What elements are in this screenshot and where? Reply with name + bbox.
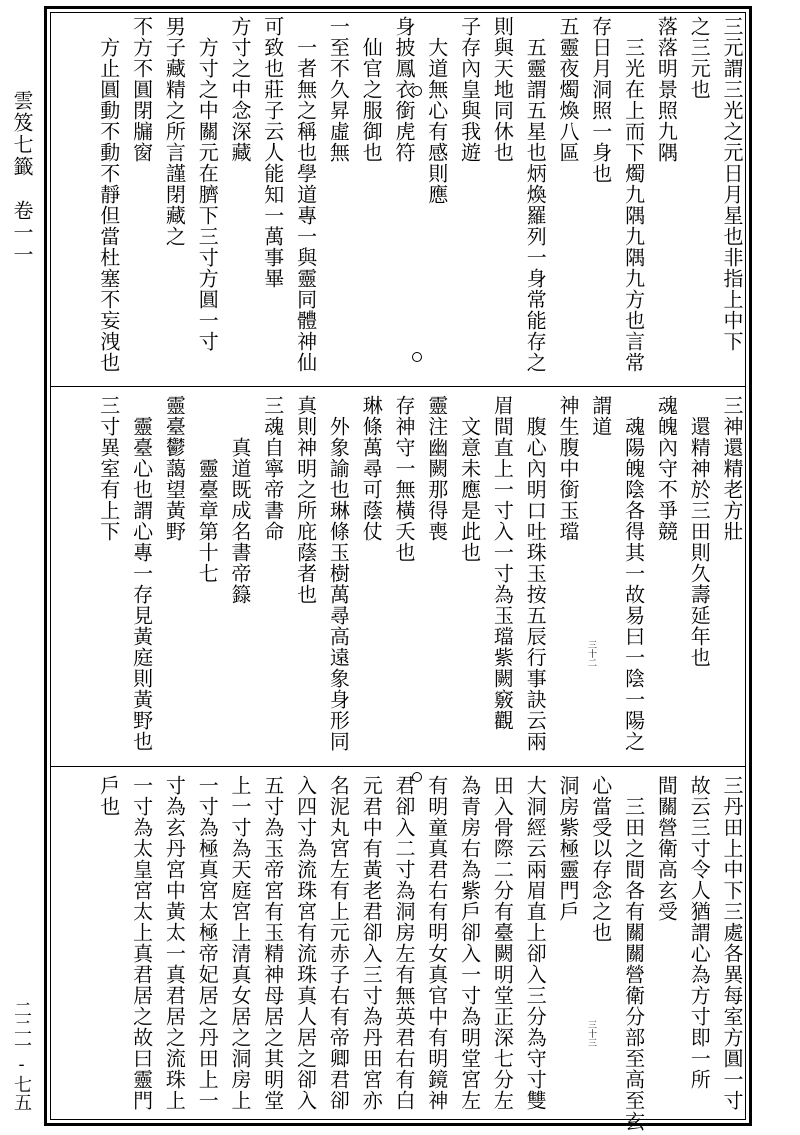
margin-volume: 卷一一 xyxy=(10,200,34,266)
text-column: 存神守一無橫夭也 xyxy=(392,395,416,563)
text-column: 還精神於三田則久壽延年也 xyxy=(687,416,712,668)
text-column: 文意未應是此也 xyxy=(457,416,482,563)
text-column: 男子藏精之所言謹閉藏之 xyxy=(162,16,187,247)
text-column: 故云三寸令人猶謂心為方寸即一所 xyxy=(687,775,712,1090)
text-column: 方止圓動不動不靜但當杜塞不妄洩也 xyxy=(96,37,121,373)
text-column: 名泥丸宮左有上元赤子右有帝卿君卻 xyxy=(326,775,351,1111)
text-column: 洞房紫極靈門戶 xyxy=(556,775,580,922)
section-marker-circle xyxy=(412,772,422,782)
text-column: 元君中有黃老君卻入三寸為丹田宮亦 xyxy=(359,775,384,1111)
text-column: 眉間直上一寸入一寸為玉璫紫闕竅觀 xyxy=(490,395,515,731)
section-divider-1 xyxy=(51,386,745,387)
text-column: 不方不圓閉牖窗 xyxy=(129,16,154,163)
text-column: 神生腹中銜玉璫 xyxy=(556,395,580,542)
text-column: 身披鳳衣銜虎符 xyxy=(392,16,416,163)
text-column: 三神還精老方壯 xyxy=(720,395,744,542)
text-column: 真道既成名書帝籙 xyxy=(228,437,252,605)
text-column: 三寸異室有上下 xyxy=(96,395,121,542)
text-column: 三魂自寧帝書命 xyxy=(260,395,285,542)
text-column: 靈臺鬱藹望黃野 xyxy=(162,395,187,542)
text-column: 方寸之中念深藏 xyxy=(228,16,252,163)
section-marker-circle xyxy=(412,352,422,362)
page-mark: 三十三 xyxy=(586,1020,596,1047)
page-mark: 三十二 xyxy=(586,640,596,667)
text-column: 仙官之服御也 xyxy=(359,37,384,163)
text-column: 謂道 xyxy=(588,395,613,437)
text-column: 三元謂三光之元日月星也非指上中下 xyxy=(720,16,744,352)
text-column: 靈臺心也謂心專一存見黃庭則黃野也 xyxy=(129,416,154,752)
text-column: 存日月洞照一身也 xyxy=(588,16,613,184)
text-column: 大洞經云兩眉直上卻入三分為守寸雙 xyxy=(523,775,548,1111)
text-column: 三光在上而下燭九隅九隅九方也言常 xyxy=(621,37,646,373)
text-column: 戶也 xyxy=(96,775,121,817)
text-column: 入四寸為流珠宮有流珠真人居之卻入 xyxy=(293,775,318,1111)
margin-book-title: 雲笈七籤 xyxy=(10,90,34,178)
text-column: 五靈謂五星也炳煥羅列一身常能存之 xyxy=(523,37,548,373)
text-column: 琳條萬尋可蔭仗 xyxy=(359,395,384,542)
text-column: 落落明景照九隅 xyxy=(654,16,679,163)
text-column: 魂魄內守不爭競 xyxy=(654,395,679,542)
text-column: 大道無心有感則應 xyxy=(424,37,449,205)
text-column: 一者無之稱也學道專一與靈同體神仙 xyxy=(293,37,318,373)
text-column: 魂陽魄陰各得其一故易曰一陰一陽之 xyxy=(621,416,646,752)
text-column: 間關營衛高玄受 xyxy=(654,775,679,922)
text-column: 心當受以存念之也 xyxy=(588,775,613,943)
text-column: 有明童真君右有明女真官中有明鏡神 xyxy=(424,775,449,1111)
section-marker-circle xyxy=(412,86,422,96)
text-column: 可致也莊子云人能知一萬事畢 xyxy=(260,16,285,289)
section-divider-2 xyxy=(51,766,745,767)
text-column: 君卻入二寸為洞房左有無英君右有白 xyxy=(392,775,416,1111)
text-column: 靈臺章第十七 xyxy=(195,458,220,584)
text-column: 之三元也 xyxy=(687,16,712,100)
text-column: 為青房右為紫戶卻入一寸為明堂宮左 xyxy=(457,775,482,1111)
text-column: 三丹田上中下三處各異每室方圓一寸 xyxy=(720,775,744,1111)
text-column: 寸為玄丹宮中黃太一真君居之流珠上 xyxy=(162,775,187,1111)
text-column: 一至不久昇虛無 xyxy=(326,16,351,163)
text-column: 五寸為玉帝宮有玉精神母居之其明堂 xyxy=(260,775,285,1111)
text-column: 上一寸為天庭宮上清真女居之洞房上 xyxy=(228,775,252,1111)
text-column: 外象諭也琳條玉樹萬尋高遠象身形同 xyxy=(326,416,351,752)
text-column: 田入骨際二分有臺闕明堂正深七分左 xyxy=(490,775,515,1111)
text-column: 真則神明之所庇蔭者也 xyxy=(293,395,318,605)
text-column: 方寸之中關元在臍下三寸方圓一寸 xyxy=(195,37,220,352)
text-column: 子存內皇與我遊 xyxy=(457,16,482,163)
text-column: 五靈夜燭煥八區 xyxy=(556,16,580,163)
text-column: 靈注幽闕那得喪 xyxy=(424,395,449,542)
text-column: 則與天地同休也 xyxy=(490,16,515,163)
text-column: 腹心內明口吐珠玉按五辰行事訣云兩 xyxy=(523,416,548,752)
margin-page-number: 二二一-七五 xyxy=(11,1000,32,1111)
text-column: 一寸為太皇宮太上真君居之故曰靈門 xyxy=(129,775,154,1111)
text-column: 一寸為極真宮太極帝妃居之丹田上一 xyxy=(195,775,220,1111)
text-column: 三田之間各有關關營衛分部至高至玄 xyxy=(621,796,646,1132)
